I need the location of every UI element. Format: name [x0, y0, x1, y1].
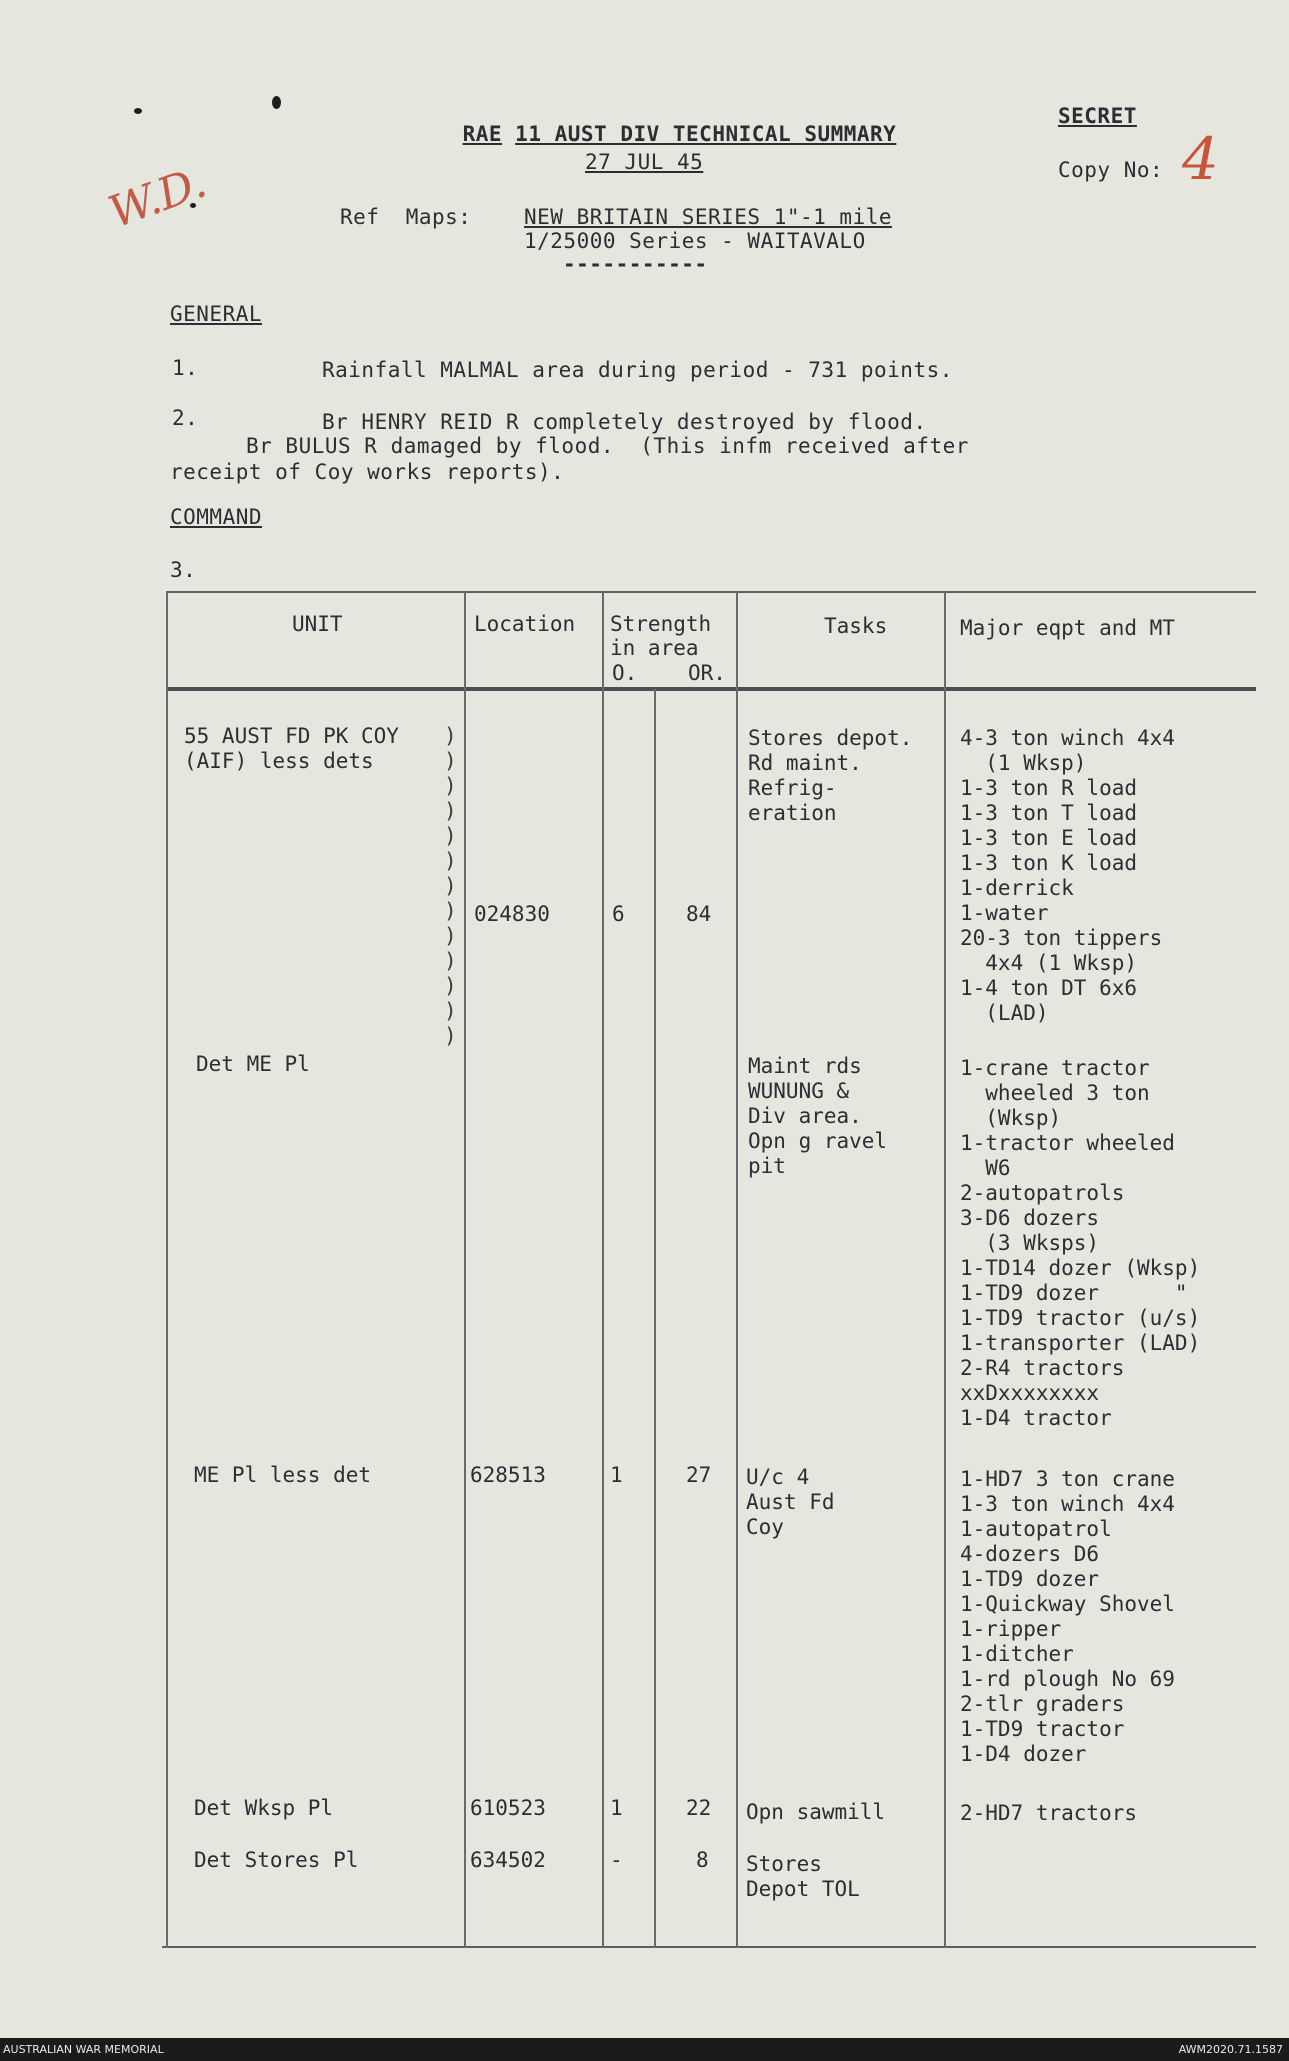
- header-other-ranks: OR.: [688, 661, 726, 685]
- row-unit: Det ME Pl: [196, 1052, 310, 1076]
- title-prefix: RAE: [462, 122, 503, 146]
- general-item-2-number: 2.: [172, 406, 199, 430]
- table-bottom-rule: [162, 1946, 1256, 1948]
- reference-map-1: NEW BRITAIN SERIES 1"-1 mile: [524, 205, 893, 229]
- col-divider-location: [464, 591, 466, 1948]
- archive-footer: [0, 2038, 1289, 2061]
- col-divider-equipment: [944, 591, 946, 1948]
- header-equipment: Major eqpt and MT: [960, 616, 1175, 640]
- table-header-rule: [166, 687, 1256, 691]
- row-unit: 55 AUST FD PK COY (AIF) less dets: [184, 724, 399, 773]
- copy-number-label: Copy No:: [1058, 158, 1164, 182]
- general-item-2-line-2: Br BULUS R damaged by flood. (This infm received after: [246, 434, 969, 458]
- header-officers: O.: [612, 661, 638, 685]
- title-text: 11 AUST DIV TECHNICAL SUMMARY: [515, 122, 897, 146]
- archive-name: AUSTRALIAN WAR MEMORIAL: [3, 2043, 164, 2056]
- row-equipment: 1-HD7 3 ton crane 1-3 ton winch 4x4 1-autopatrol 4-dozers D6 1-TD9 dozer 1-Quickway Shovel 1-ripper 1-ditcher 1-rd plough No 69 2-tlr graders 1-TD9 tractor 1-D4 dozer: [960, 1467, 1175, 1766]
- header-location: Location: [474, 612, 576, 636]
- row-location: 610523: [470, 1796, 546, 1820]
- row-other-ranks: 27: [686, 1463, 712, 1487]
- col-divider-officers: [654, 689, 656, 1948]
- row-unit: Det Stores Pl: [194, 1848, 359, 1872]
- row-officers: 1: [610, 1796, 623, 1820]
- reference-rule: -----------: [563, 252, 708, 276]
- grouping-brace: ) ) ) ) ) ) ) ) ) ) ) ) ): [444, 724, 457, 1048]
- reference-maps-label: Ref Maps:: [340, 205, 472, 229]
- row-equipment: 1-crane tractor wheeled 3 ton (Wksp) 1-tractor wheeled W6 2-autopatrols 3-D6 dozers (3 Wksps) 1-TD14 dozer (Wksp) 1-TD9 dozer " 1-TD9 tractor (u/s) 1-transporter (LAD) 2-R4 tractors xxDxxxxxxxx 1-D4 tractor: [960, 1056, 1201, 1430]
- row-location: 628513: [470, 1463, 546, 1487]
- document-date: 27 JUL 45: [585, 150, 704, 174]
- general-item-2-line-3: receipt of Coy works reports).: [170, 460, 565, 484]
- classification-label: SECRET: [1058, 104, 1137, 128]
- row-tasks: Maint rds WUNUNG & Div area. Opn g ravel pit: [748, 1054, 888, 1178]
- header-unit: UNIT: [292, 612, 343, 636]
- row-officers: 1: [610, 1463, 623, 1487]
- header-tasks: Tasks: [824, 614, 888, 638]
- row-equipment: 4-3 ton winch 4x4 (1 Wksp) 1-3 ton R load 1-3 ton T load 1-3 ton E load 1-3 ton K load 1-derrick 1-water 20-3 ton tippers 4x4 (1 Wksp) 1-4 ton DT 6x6 (LAD): [960, 726, 1175, 1025]
- general-item-2-line-1: Br HENRY REID R completely destroyed by flood.: [322, 410, 927, 434]
- row-officers: -: [610, 1848, 623, 1872]
- general-item-1-text: Rainfall MALMAL area during period - 731 points.: [322, 358, 953, 382]
- row-other-ranks: 8: [696, 1848, 709, 1872]
- row-unit: Det Wksp Pl: [194, 1796, 334, 1820]
- row-other-ranks: 84: [686, 902, 712, 926]
- general-heading: GENERAL: [170, 302, 263, 326]
- command-heading: COMMAND: [170, 505, 263, 529]
- header-strength-sub: in area: [610, 636, 699, 660]
- row-unit: ME Pl less det: [194, 1463, 372, 1487]
- row-tasks: U/c 4 Aust Fd Coy: [746, 1465, 835, 1539]
- row-location: 634502: [470, 1848, 546, 1872]
- row-tasks: Opn sawmill: [746, 1800, 886, 1824]
- ink-speck: [134, 108, 142, 114]
- ink-speck: [272, 96, 281, 109]
- row-equipment: 2-HD7 tractors: [960, 1801, 1138, 1825]
- reference-map-2: 1/25000 Series - WAITAVALO: [524, 229, 866, 253]
- copy-number-handwritten: 4: [1182, 125, 1219, 193]
- general-item-1-number: 1.: [172, 356, 199, 380]
- col-divider-tasks: [736, 591, 738, 1948]
- command-item-3-number: 3.: [170, 558, 197, 582]
- row-location: 024830: [474, 902, 550, 926]
- table-top-rule: [166, 591, 1256, 593]
- row-officers: 6: [612, 902, 625, 926]
- row-other-ranks: 22: [686, 1796, 712, 1820]
- header-strength: Strength: [610, 612, 712, 636]
- handwritten-annotation: W.D.: [102, 156, 213, 239]
- archive-reference: AWM2020.71.1587: [1178, 2043, 1283, 2056]
- table-left-border: [166, 591, 168, 1948]
- col-divider-strength: [602, 591, 604, 1948]
- row-tasks: Stores depot. Rd maint. Refrig- eration: [748, 726, 913, 825]
- row-tasks: Stores Depot TOL: [746, 1852, 860, 1901]
